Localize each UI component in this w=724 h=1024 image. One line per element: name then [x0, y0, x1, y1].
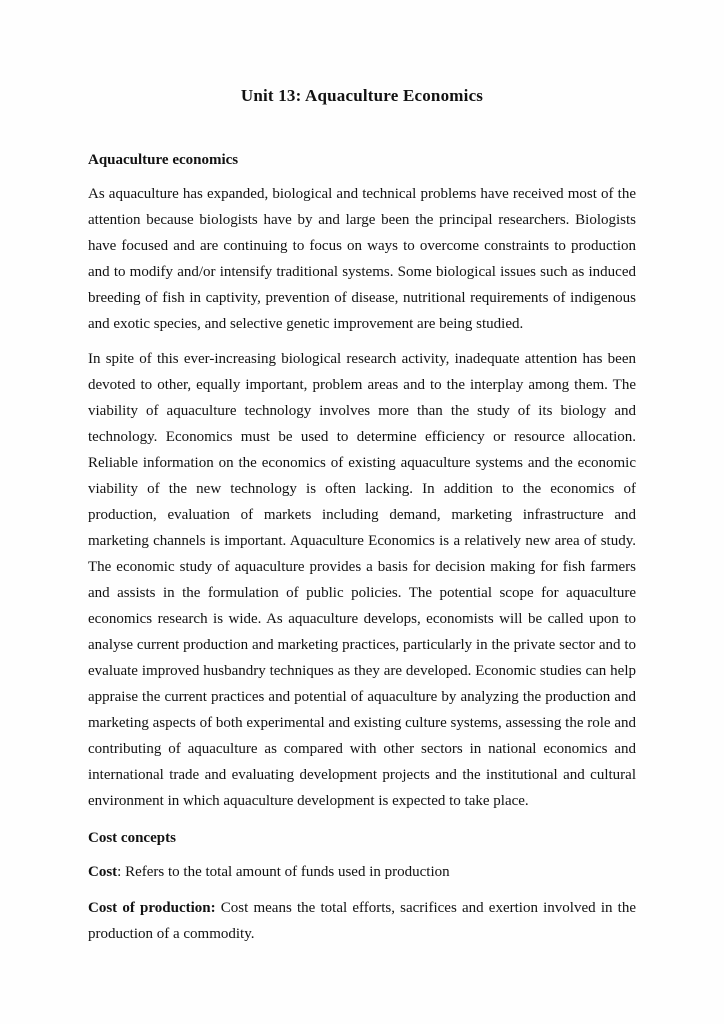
paragraph-economic-research: In spite of this ever-increasing biological research activity, inadequate attention has been devoted to other, equally important, problem areas and to the interplay among them. The viability of aquaculture technology involves more than the study of its biology and technology. Economics must be used to determine efficiency or resource allocation. Reliable information on the economics of existing aquaculture systems and the economic viability of the new technology is often lacking. In addition to the economics of production, evaluation of markets including demand, marketing infrastructure and marketing channels is important. Aquaculture Economics is a relatively new area of study. The economic study of aquaculture provides a basis for decision making for fish farmers and assists in the formulation of public policies. The potential scope for aquaculture economics research is wide. As aquaculture develops, economists will be called upon to analyse current production and marketing practices, particularly in the private sector and to evaluate improved husbandry techniques as they are developed. Economic studies can help appraise the current practices and potential of aquaculture by analyzing the production and marketing aspects of both experimental and existing culture systems, assessing the role and contributing of aquaculture as compared with other sectors in national economics and international trade and evaluating development projects and the institutional and cultural environment in which aquaculture development is expected to take place. — [88, 351, 636, 809]
definition-cost-text: : Refers to the total amount of funds used in production — [117, 864, 450, 880]
section-heading-cost-concepts: Cost concepts — [88, 830, 176, 846]
definition-cost-of-production-term: Cost of production: — [88, 900, 216, 916]
definition-cost-of-production-text: Cost means the total efforts, sacrifices and exertion involved in the production of a commodity. — [88, 900, 636, 942]
document-title: Unit 13: Aquaculture Economics — [240, 86, 484, 105]
definition-cost-of-production — [88, 895, 636, 947]
section-heading-aquaculture-economics: Aquaculture economics — [88, 152, 239, 168]
definition-cost — [88, 859, 636, 885]
paragraph-biological-problems: As aquaculture has expanded, biological and technical problems have received most of the attention because biologists have by and large been the principal researchers. Biologists have focused and are continuing to focus on ways to overcome constraints to production and to modify and/or intensify traditional systems. Some biological issues such as induced breeding of fish in captivity, prevention of disease, nutritional requirements of indigenous and exotic species, and selective genetic improvement are being studied. — [88, 186, 636, 332]
definition-cost-term: Cost — [88, 864, 118, 880]
